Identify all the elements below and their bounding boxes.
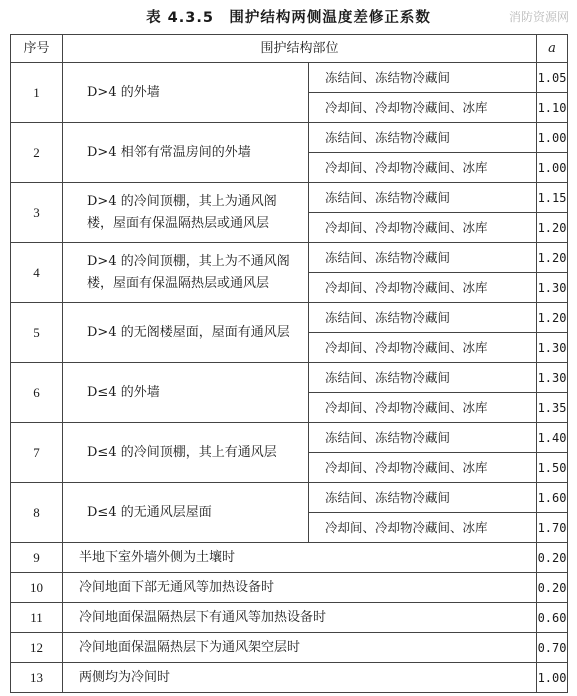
table-row (11, 603, 568, 633)
table-row (11, 303, 568, 333)
coefficient-value: 1.30 (537, 333, 568, 363)
coefficient-table (10, 34, 568, 693)
coefficient-value: 1.20 (537, 303, 568, 333)
coefficient-value: 1.15 (537, 183, 568, 213)
row-number: 9 (11, 543, 63, 573)
row-number: 6 (11, 363, 63, 423)
coefficient-value: 1.20 (537, 243, 568, 273)
room-type: 冷却间、冷却物冷藏间、冰库 (309, 333, 537, 363)
coefficient-value: 0.20 (537, 543, 568, 573)
coefficient-value: 1.00 (537, 123, 568, 153)
row-number: 7 (11, 423, 63, 483)
header-position: 围护结构部位 (63, 35, 537, 63)
row-position: D>4 的冷间顶棚，其上为通风阁楼，屋面有保温隔热层或通风层 (63, 183, 309, 243)
coefficient-value: 1.20 (537, 213, 568, 243)
table-row (11, 63, 568, 93)
coefficient-value: 1.30 (537, 273, 568, 303)
row-position: 半地下室外墙外侧为土壤时 (63, 543, 537, 573)
row-position: D>4 相邻有常温房间的外墙 (63, 123, 309, 183)
row-number: 5 (11, 303, 63, 363)
row-position: 冷间地面保温隔热层下为通风架空层时 (63, 633, 537, 663)
coefficient-value: 1.00 (537, 663, 568, 693)
room-type: 冻结间、冻结物冷藏间 (309, 363, 537, 393)
table-row (11, 243, 568, 273)
coefficient-value: 1.05 (537, 63, 568, 93)
row-position: D>4 的冷间顶棚，其上为不通风阁楼，屋面有保温隔热层或通风层 (63, 243, 309, 303)
table-row (11, 633, 568, 663)
room-type: 冷却间、冷却物冷藏间、冰库 (309, 93, 537, 123)
row-position: 冷间地面下部无通风等加热设备时 (63, 573, 537, 603)
table-row (11, 363, 568, 393)
row-position: D>4 的无阁楼屋面，屋面有通风层 (63, 303, 309, 363)
table-row (11, 573, 568, 603)
coefficient-value: 1.35 (537, 393, 568, 423)
row-number: 2 (11, 123, 63, 183)
row-position: D≤4 的无通风层屋面 (63, 483, 309, 543)
watermark: 消防资源网 (508, 10, 569, 24)
room-type: 冷却间、冷却物冷藏间、冰库 (309, 393, 537, 423)
header-no: 序号 (11, 35, 63, 63)
room-type: 冻结间、冻结物冷藏间 (309, 63, 537, 93)
coefficient-value: 1.50 (537, 453, 568, 483)
room-type: 冻结间、冻结物冷藏间 (309, 243, 537, 273)
room-type: 冻结间、冻结物冷藏间 (309, 483, 537, 513)
coefficient-value: 1.00 (537, 153, 568, 183)
row-position: D≤4 的冷间顶棚，其上有通风层 (63, 423, 309, 483)
table-row (11, 423, 568, 453)
row-position: 冷间地面保温隔热层下有通风等加热设备时 (63, 603, 537, 633)
table-row (11, 483, 568, 513)
room-type: 冷却间、冷却物冷藏间、冰库 (309, 273, 537, 303)
room-type: 冻结间、冻结物冷藏间 (309, 123, 537, 153)
coefficient-value: 1.40 (537, 423, 568, 453)
row-number: 4 (11, 243, 63, 303)
table-row (11, 663, 568, 693)
header-row (11, 35, 568, 63)
coefficient-value: 1.60 (537, 483, 568, 513)
coefficient-value: 0.70 (537, 633, 568, 663)
row-number: 3 (11, 183, 63, 243)
row-number: 1 (11, 63, 63, 123)
room-type: 冻结间、冻结物冷藏间 (309, 183, 537, 213)
coefficient-value: 0.60 (537, 603, 568, 633)
room-type: 冷却间、冷却物冷藏间、冰库 (309, 153, 537, 183)
row-number: 11 (11, 603, 63, 633)
row-number: 12 (11, 633, 63, 663)
row-position: 两侧均为冷间时 (63, 663, 537, 693)
table-row (11, 183, 568, 213)
room-type: 冷却间、冷却物冷藏间、冰库 (309, 213, 537, 243)
room-type: 冷却间、冷却物冷藏间、冰库 (309, 513, 537, 543)
row-position: D>4 的外墙 (63, 63, 309, 123)
header-coef-symbol: a (548, 40, 556, 56)
coefficient-value: 1.70 (537, 513, 568, 543)
table-title: 表 4.3.5 围护结构两侧温度差修正系数 (146, 10, 431, 26)
row-position: D≤4 的外墙 (63, 363, 309, 423)
coefficient-value: 1.10 (537, 93, 568, 123)
header-coef (537, 35, 568, 63)
room-type: 冻结间、冻结物冷藏间 (309, 303, 537, 333)
coefficient-value: 1.30 (537, 363, 568, 393)
room-type: 冷却间、冷却物冷藏间、冰库 (309, 453, 537, 483)
coefficient-value: 0.20 (537, 573, 568, 603)
room-type: 冻结间、冻结物冷藏间 (309, 423, 537, 453)
row-number: 8 (11, 483, 63, 543)
row-number: 10 (11, 573, 63, 603)
row-number: 13 (11, 663, 63, 693)
table-row (11, 543, 568, 573)
table-row (11, 123, 568, 153)
